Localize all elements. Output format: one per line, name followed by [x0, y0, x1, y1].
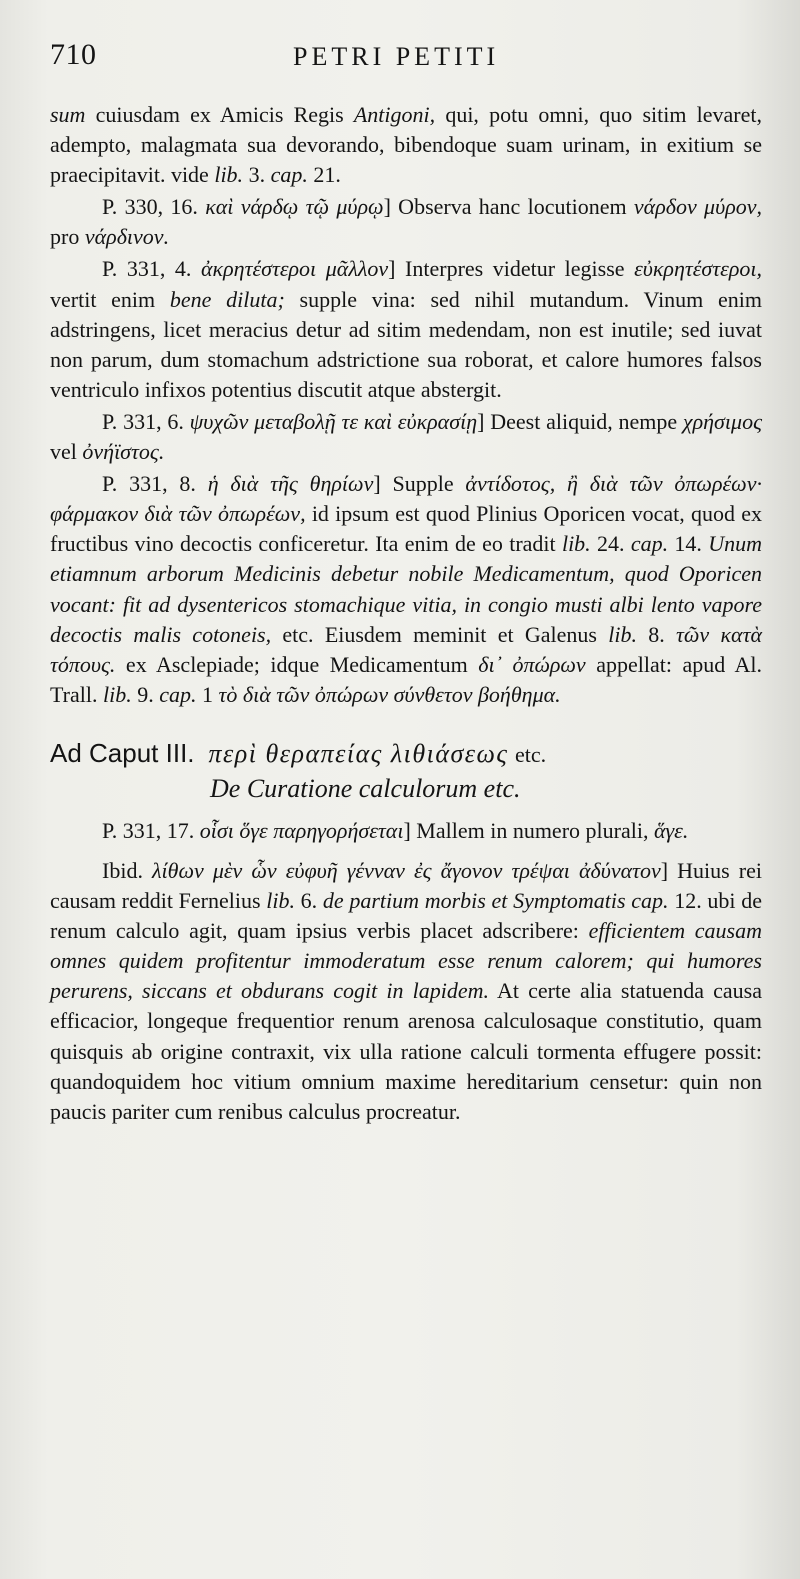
- italic-run: bene diluta;: [169, 286, 285, 312]
- text-run: ex Asclepiade; idque Medicamentum: [115, 651, 479, 677]
- running-title: PETRI PETITI: [293, 42, 500, 71]
- chapter-heading-suffix: etc.: [514, 741, 547, 767]
- text-run: pro: [50, 224, 85, 250]
- italic-run: ψυχῶν μεταβολῇ τε καὶ εὐκρασίῃ: [189, 408, 478, 434]
- italic-run: lib.: [561, 531, 591, 557]
- italic-run: ἀντίδοτος, ἢ διὰ τῶν ὀπωρέων· φάρμακον διὰ τῶν ὀπωρέων,: [50, 471, 762, 527]
- text-run: ] Interpres videtur legisse: [388, 256, 635, 282]
- italic-run: cap.: [159, 681, 197, 707]
- text-run: P. 330, 16.: [102, 194, 206, 220]
- text-run: ] Mallem in numero plurali,: [403, 817, 654, 843]
- italic-run: καὶ νάρδῳ τῷ μύρῳ: [205, 194, 384, 220]
- text-run: ] Observa hanc locutionem: [383, 194, 634, 220]
- page-number: 710: [50, 38, 97, 71]
- text-run: 3.: [243, 162, 271, 188]
- chapter-heading: [50, 736, 762, 806]
- text-run: Ibid.: [102, 857, 153, 883]
- italic-run: νάρδον μύρον,: [633, 194, 763, 220]
- text-run: appellat: apud Al. Trall.: [50, 651, 762, 707]
- italic-run: cap.: [270, 162, 308, 188]
- text-run: ] Huius rei causam reddit Fernelius: [50, 857, 762, 914]
- text-run: P. 331, 6.: [102, 408, 190, 434]
- italic-run: lib.: [214, 162, 244, 188]
- italic-run: lib.: [266, 888, 295, 914]
- italic-run: ὀνήϊστος.: [82, 439, 165, 465]
- text-run: 9.: [131, 681, 160, 707]
- italic-run: sum: [50, 102, 86, 127]
- text-run: qui, potu omni, quo sitim levaret, adempto, malagmata sua devorando, bibendoque suam urinam, in exitium se praecipitavit. vide: [50, 102, 762, 188]
- page-header: [50, 38, 770, 86]
- text-run: P. 331, 8.: [102, 471, 208, 497]
- italic-run: Antigoni,: [353, 102, 436, 127]
- body-text: [50, 100, 762, 1127]
- text-run: supple vina: sed nihil mutandum. Vinum enim adstringens, licet meracius detur ad sitim medendam, non est inutile; sed iuvat non parum, dum stomachum adstrictione sua roborat, et calore humores falsos ventriculo infixos potentius discutit atque abstergit.: [50, 286, 763, 402]
- italic-run: τῶν κατὰ τόπους.: [50, 621, 762, 677]
- text-run: ] Deest aliquid, nempe: [477, 408, 683, 434]
- text-run: etc. Eiusdem meminit et Galenus: [271, 621, 609, 647]
- text-run: 1: [196, 681, 219, 707]
- italic-run: ἀκρητέστεροι μᾶλλον: [200, 256, 389, 282]
- text-run: P. 331, 4.: [102, 256, 201, 282]
- text-run: At certe alia statuenda causa efficacior, longeque frequentior renum arenosa calculosaque constitutio, quam quisquis ab origine contraxit, vix ulla ratione calculi tormenta effugere possit: quandoquidem hoc vitium omnium maxime hereditarium censetur: quin non paucis pariter cum renibus calculus procreatur.: [50, 978, 763, 1124]
- text-run: 24.: [590, 531, 631, 557]
- italic-run: Unum etiamnum arborum Medicinis debetur nobile Medicamentum, quod Oporicen vocant: fit ad dysentericos stomachique vitia, in congio musti albi lento vapore decoctis malis cotoneis,: [50, 531, 763, 647]
- text-run: 8.: [636, 621, 677, 647]
- italic-run: lib.: [608, 621, 637, 647]
- italic-run: εὐκρητέστεροι,: [634, 256, 763, 282]
- text-run: 6.: [294, 888, 323, 914]
- italic-run: λίθων μὲν ὧν εὐφυῆ γένναν ἐς ἄγονον τρέψαι ἀδύνατον: [152, 857, 661, 883]
- text-run: 21.: [307, 162, 341, 188]
- italic-run: οἷσι ὅγε παρηγορήσεται: [199, 817, 404, 843]
- note-ibid: [50, 856, 762, 1127]
- text-run: 14.: [668, 531, 709, 557]
- note-p330-16: [50, 192, 762, 252]
- text-run: 12. ubi de renum calculo agit, quam ipsius verbis placet adscribere:: [50, 888, 762, 944]
- text-run: ] Supple: [373, 471, 466, 497]
- text-run: cuiusdam ex Amicis Regis: [85, 102, 354, 127]
- text-run: vertit enim: [50, 286, 170, 312]
- note-p331-4: [50, 254, 762, 404]
- italic-run: τὸ διὰ τῶν ὀπώρων σύνθετον βοήθημα.: [218, 681, 561, 707]
- italic-run: ἡ διὰ τῆς θηρίων: [207, 471, 374, 497]
- text-run: P. 331, 17.: [102, 817, 200, 843]
- italic-run: χρήσιμος: [682, 408, 762, 434]
- italic-run: δι᾽ ὀπώρων: [478, 651, 586, 677]
- note-p331-8: [50, 469, 762, 710]
- italic-run: efficientem causam omnes quidem profitentur immoderatum esse renum calorem; qui humores perurens, siccans et obdurans cogit in lapidem.: [50, 918, 762, 1004]
- italic-run: de partium morbis et Symptomatis cap.: [322, 888, 669, 914]
- text-run: id ipsum est quod Plinius Oporicen vocat, quod ex fructibus vino decoctis conficeretur. Ita enim de eo tradit: [50, 501, 763, 557]
- chapter-heading-greek: περὶ θεραπείας λιθιάσεως: [208, 738, 509, 768]
- italic-run: νάρδινον.: [84, 224, 170, 250]
- chapter-heading-prefix: Ad Caput III.: [50, 737, 195, 768]
- paragraph-continuation: [50, 100, 762, 190]
- chapter-heading-latin: De Curatione calculorum etc.: [210, 773, 521, 803]
- italic-run: cap.: [630, 531, 669, 557]
- italic-run: ἅγε.: [653, 817, 689, 843]
- note-p331-17: [50, 816, 762, 846]
- note-p331-6: [50, 407, 762, 467]
- italic-run: lib.: [102, 681, 132, 707]
- text-run: vel: [50, 439, 83, 465]
